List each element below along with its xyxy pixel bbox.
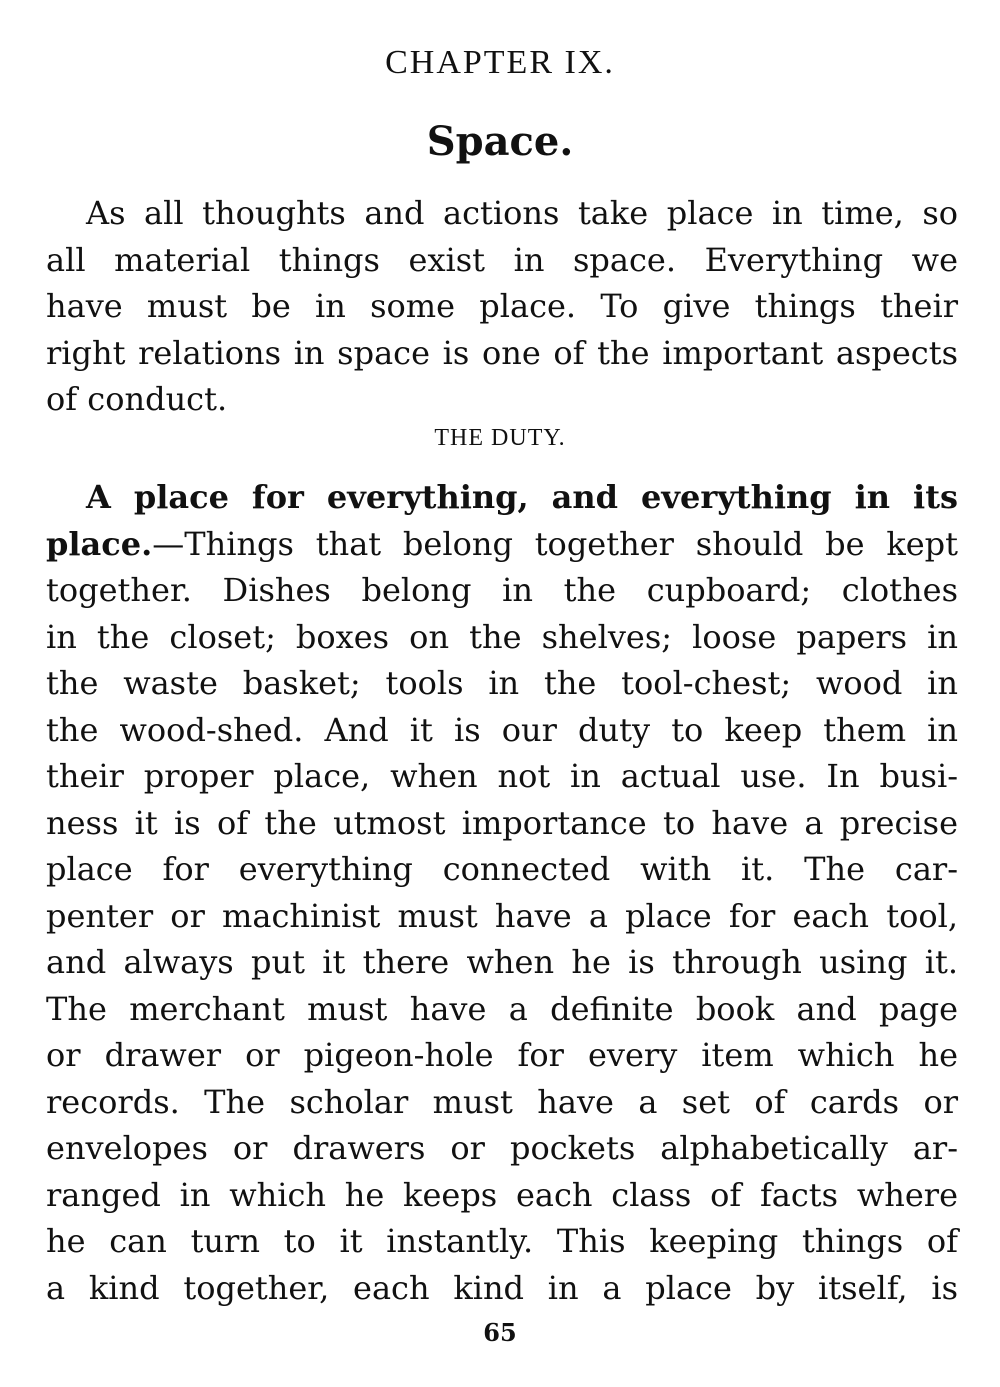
text-line: right relations in space is one of the important aspects [46, 333, 958, 372]
text-line: The merchant must have a definite book and page [46, 989, 958, 1028]
section-subheading: THE DUTY. [434, 425, 566, 451]
text-line: all material things exist in space. Everything we [46, 240, 958, 279]
duty-paragraph [46, 474, 958, 1311]
text-line: records. The scholar must have a set of cards or [46, 1082, 958, 1121]
text-line: a kind together, each kind in a place by itself, is [46, 1268, 958, 1307]
bold-lead-end: place. [46, 524, 153, 563]
text-line-bold: A place for everything, and everything in its [86, 478, 958, 516]
text-line: or drawer or pigeon-hole for every item which he [46, 1036, 958, 1074]
text-line: together. Dishes belong in the cupboard; clothes [46, 571, 958, 609]
text-line: their proper place, when not in actual use. In busi- [46, 757, 958, 795]
text-line: place for everything connected with it. The car- [46, 850, 958, 888]
text-line: envelopes or drawers or pockets alphabetically ar- [46, 1129, 958, 1167]
text-line: and always put it there when he is through using it. [46, 943, 958, 981]
text-line: As all thoughts and actions take place in time, so [86, 194, 958, 232]
chapter-title: Space. [426, 118, 574, 165]
text-line [46, 521, 958, 568]
page-number: 65 [483, 1318, 517, 1347]
chapter-heading: CHAPTER IX. [385, 44, 615, 81]
text-line: ranged in which he keeps each class of facts where [46, 1175, 958, 1214]
intro-paragraph [46, 190, 958, 423]
text-line: he can turn to it instantly. This keeping things of [46, 1222, 958, 1260]
text-line: the waste basket; tools in the tool-chest; wood in [46, 664, 958, 702]
text-line: ness it is of the utmost importance to have a precise [46, 803, 958, 842]
line-rest: —Things that belong together should be kept [152, 524, 958, 563]
text-line: the wood-shed. And it is our duty to keep them in [46, 710, 958, 749]
text-line: in the closet; boxes on the shelves; loose papers in [46, 617, 958, 656]
text-line: of conduct. [46, 380, 228, 418]
text-line: have must be in some place. To give things their [46, 287, 958, 325]
text-line: penter or machinist must have a place for each tool, [46, 896, 958, 935]
